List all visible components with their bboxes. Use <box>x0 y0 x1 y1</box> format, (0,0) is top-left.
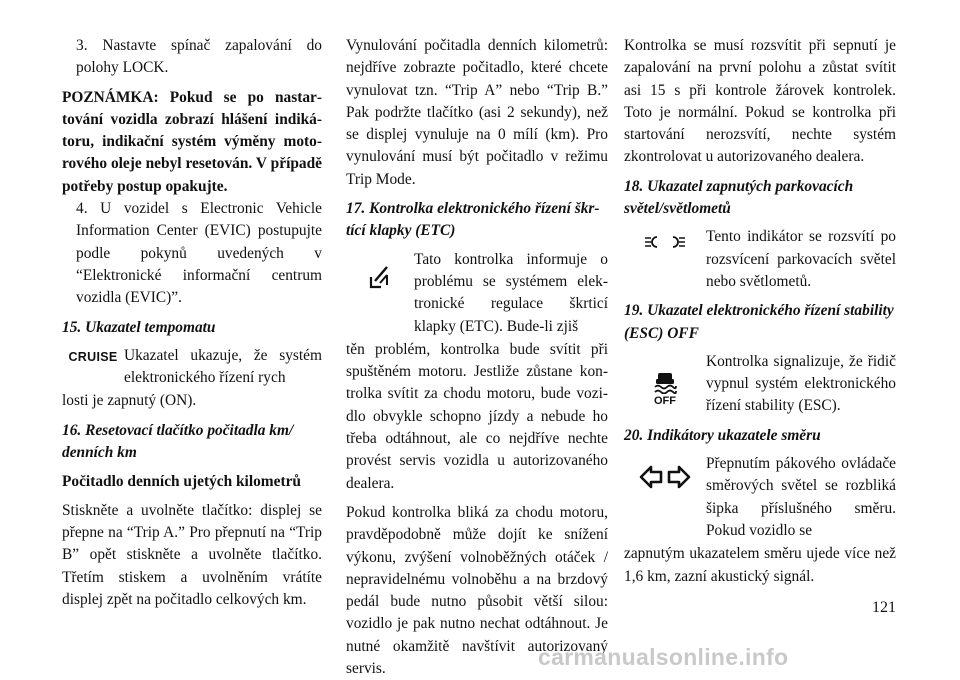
section-17-title: 17. Kontrolka elektronického řízení škrtící klapky (ETC) <box>346 200 600 240</box>
parking-lights-icon <box>624 226 706 293</box>
section-19-block <box>624 351 896 418</box>
section-15-title: 15. Ukazatel tempomatu <box>62 318 216 336</box>
cruise-icon <box>62 345 124 390</box>
trip-subtitle: Počitadlo denních ujetých kilometrů <box>62 473 301 491</box>
section-18-block <box>624 226 896 293</box>
turn-signal-icon <box>624 453 706 542</box>
blink-text: Pokud kontrolka bliká za chodu motoru, pravděpodobně může dojít ke snížení výkonu, zvýšení volnoběžných otáček / nepravidelnému volnoběhu a na brzdový pedál bude nutno působit větší silou: vozidlo je pak nutno nechat odtáhnout. Je nutné okamžitě navštívit autorizovaný servis. <box>346 503 608 678</box>
section-19-title: 19. Ukazatel elektronického řízení stability (ESC) OFF <box>624 302 894 342</box>
cruise-icon-label: CRUISE <box>68 349 118 364</box>
section-16-title: 16. Resetovací tlačítko počitadla km/ denních km <box>62 421 294 462</box>
trip-text: Stiskněte a uvolněte tlačítko: displej se přepne na “Trip A.” Pro přepnutí na “Trip B” opět stiskněte a uvolněte tlačítko. Třetím stiskem a uvolněním vrátíte displej zpět na počitadlo celkových km. <box>62 501 322 608</box>
section-17-text: Tato kontrolka informuje o problému se systémem elektronické regulace škrticí klapky (ETC). Bude-li zjiš <box>414 250 608 335</box>
column-left <box>62 35 322 611</box>
step-3: 3. Nastavte spínač zapalování do polohy LOCK. <box>76 37 322 77</box>
column-right <box>624 35 896 588</box>
trip-reset-text: Vynulování počitadla denních kilometrů: nejdříve zobrazte počitadlo, které chcete vynulovat tzn. “Trip A” nebo “Trip B.” Pak podržte tlačítko (asi 2 sekundy), než se displej vynuluje na 0 mílí (km). Pro vynulování musí být počitadlo v režimu Trip Mode. <box>346 37 608 188</box>
section-20-title: 20. Indikátory ukazatele směru <box>624 426 821 444</box>
section-18-text: Tento indikátor se rozsvítí po rozsvícení parkovacích světel nebo světlometů. <box>706 228 896 290</box>
section-20-block <box>624 453 896 542</box>
section-17-text-rest: těn problém, kontrolka bude svítit při spuštěném motoru. Jestliže zůstane kontrolka svítit za chodu motoru, bude vozidlo obvykle schopno jízdy a nebude ho třeba odtáhnout, ale co nejdříve nechte provést servis vozidla u autorizovaného dealera. <box>346 340 608 492</box>
section-15-block <box>62 345 322 390</box>
section-20-text: Přepnutím pákového ovládače směrových světel se rozbliká šipka příslušného směru. Pokud vozidlo se <box>706 455 896 539</box>
step-4: 4. U vozidel s Electronic Vehicle Information Center (EVIC) postupujte podle pokynů uvedených v “Elektronické informační centrum vozidla (EVIC)”. <box>76 200 322 307</box>
watermark: carmanualsonline.info <box>538 644 789 670</box>
section-15-text: Ukazatel ukazuje, že systém elektronického řízení rych <box>124 346 322 387</box>
esc-off-icon <box>624 351 706 418</box>
section-20-text-rest: zapnutým ukazatelem směru ujede více než 1,6 km, zazní akustický signál. <box>624 545 896 585</box>
section-19-text: Kontrolka signalizuje, že řidič vypnul systém elektronického řízení stability (ESC). <box>706 352 896 415</box>
esc-off-icon-label: OFF <box>654 394 676 407</box>
etc-throttle-icon <box>346 249 414 338</box>
note-paragraph: POZNÁMKA: Pokud se po nastartování vozidla zobrazí hlášení indikátoru, indikační systém výměny motorového oleje nebyl resetován. V případě potřeby postup opakujte. <box>62 88 322 195</box>
section-17-block <box>346 249 608 338</box>
section-15-text-rest: losti je zapnutý (ON). <box>62 392 197 410</box>
page-number: 121 <box>872 599 896 616</box>
column-middle <box>346 35 608 680</box>
section-18-title: 18. Ukazatel zapnutých parkovacích světel/světlometů <box>624 177 854 218</box>
bulb-check-text: Kontrolka se musí rozsvítit při sepnutí je zapalování na první polohu a zůstat svítit asi 15 s při kontrole žárovek kontrolek. Toto je normální. Pokud se kontrolka při startování nerozsvítí, nechte systém zkontrolovat u autorizovaného dealera. <box>624 37 896 166</box>
